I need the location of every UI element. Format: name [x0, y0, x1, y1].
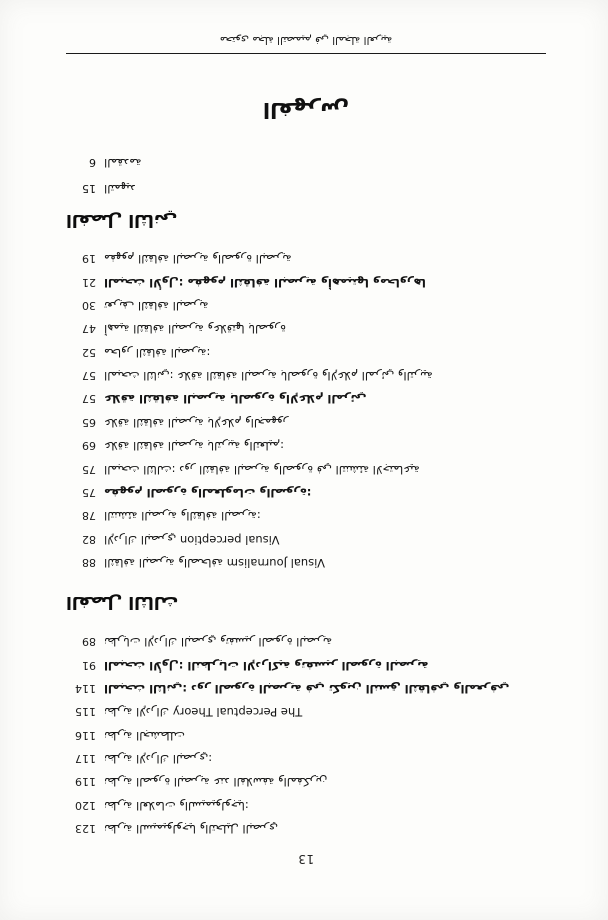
toc-title: المبحث الثاني: علاقة الثقافة البصرية بالصورة والإعلام المرئي والتربية — [104, 369, 433, 384]
toc-title: نظرية الجشطلت — [104, 728, 185, 743]
toc-title: المبحث الثالث: دور الثقافة البصرية والصورة في التنشئة الاجتماعية — [104, 462, 420, 477]
toc-row[interactable] — [66, 658, 546, 673]
toc-page: 65 — [82, 415, 96, 429]
toc-page: 82 — [82, 532, 96, 546]
toc-row[interactable] — [66, 555, 546, 570]
page-footer — [66, 34, 546, 54]
toc-page: 57 — [82, 369, 96, 383]
toc-row[interactable] — [66, 322, 546, 337]
toc-row[interactable] — [66, 182, 546, 196]
toc-title: الإدراك البصري Visual perception — [104, 532, 280, 547]
toc-row[interactable] — [66, 298, 546, 313]
toc-page: 52 — [82, 345, 96, 359]
page-number: 13 — [297, 852, 315, 866]
toc-row[interactable] — [66, 705, 546, 720]
toc-row[interactable] — [66, 156, 546, 170]
toc-page: 91 — [82, 658, 96, 672]
toc-title: محاور الثقافة البصرية: — [104, 345, 211, 360]
chapter-heading: الفصل الثاني — [66, 209, 178, 230]
toc-title: المبحث الأول: مفهوم الثقافة البصرية وأهميتها ومحاورها — [104, 275, 426, 290]
toc-row[interactable] — [66, 462, 546, 477]
toc-row[interactable] — [66, 438, 546, 453]
page-title: الفهرس — [262, 97, 350, 122]
toc-title: تعريف الثقافة البصرية — [104, 299, 209, 314]
toc-title: علاقة الثقافة البصرية بالتربية والتعليم: — [104, 439, 284, 454]
toc-title: نظريات الإدراك البصري وتفسير الصورة البصرية — [104, 635, 333, 650]
footer-text: محتوى مجلة التصميم في المجلة العربية — [219, 34, 393, 46]
toc-page: 120 — [75, 798, 96, 812]
toc-title: الثقافة البصرية والصحافة Visual Journalism — [104, 555, 325, 570]
footer-rule — [66, 53, 546, 54]
toc-page: 115 — [75, 705, 96, 719]
toc-title: نظرية الإدراك The Perceptual Theory — [104, 705, 303, 720]
toc-title: مفهوم الثقافة البصرية والصورة البصرية — [104, 252, 292, 267]
table-of-contents — [66, 156, 546, 836]
toc-row[interactable] — [66, 751, 546, 766]
toc-page: 123 — [75, 822, 96, 835]
toc-page: 57 — [82, 392, 96, 406]
toc-page: 15 — [82, 181, 96, 195]
toc-page: 88 — [82, 555, 96, 569]
toc-page: 75 — [82, 485, 96, 499]
toc-title: المبحث الأول: النظريات الإدراكية وتفسير الصورة البصرية — [104, 658, 429, 673]
toc-page: 21 — [82, 275, 96, 289]
toc-page: 78 — [82, 509, 96, 523]
toc-title: التمهيد — [104, 181, 136, 196]
toc-row[interactable] — [66, 635, 546, 650]
toc-row[interactable] — [66, 415, 546, 430]
toc-row[interactable] — [66, 821, 546, 836]
toc-page: 117 — [75, 751, 96, 765]
toc-page: 119 — [75, 775, 96, 789]
toc-page: 69 — [82, 439, 96, 453]
toc-section — [66, 156, 546, 196]
toc-title: أهمية الثقافة البصرية وعلاقتها بالصورة — [104, 322, 286, 337]
toc-title: نظرية العلامات والسيميولوجيا: — [104, 798, 249, 813]
toc-title: علاقة الثقافة البصرية بالصورة والإعلام المرئي — [104, 392, 367, 407]
toc-page: 6 — [89, 155, 96, 169]
toc-row[interactable] — [66, 345, 546, 360]
toc-title: نظرية الإدراك البصري: — [104, 751, 213, 766]
toc-title: نظرية الصورة البصرية عند الفلاسفة والمفكرين — [104, 775, 328, 790]
toc-page: 30 — [82, 299, 96, 313]
toc-row[interactable] — [66, 728, 546, 743]
toc-section — [66, 252, 546, 579]
toc-row[interactable] — [66, 798, 546, 813]
toc-title: علاقة الثقافة البصرية بالإعلام والجمهور — [104, 415, 289, 430]
toc-title: مفهوم الصورة والمعلومات والصورة: — [104, 485, 312, 500]
toc-page: 19 — [82, 252, 96, 266]
toc-row[interactable] — [66, 532, 546, 547]
toc-page: 47 — [82, 322, 96, 336]
toc-row[interactable] — [66, 252, 546, 267]
toc-page: 116 — [75, 728, 96, 742]
toc-page: 114 — [75, 681, 96, 695]
toc-row[interactable] — [66, 368, 546, 383]
toc-row[interactable] — [66, 485, 546, 500]
toc-title: المقدمة — [104, 155, 142, 170]
toc-page: 89 — [82, 635, 96, 649]
toc-section — [66, 635, 546, 837]
toc-row[interactable] — [66, 775, 546, 790]
toc-page: 75 — [82, 462, 96, 476]
toc-title: التنشئة البصرية والثقافة البصرية: — [104, 509, 261, 524]
toc-title: المبحث الثاني: دور الصورة البصرية في تكوين النسق الثقافي والمعرفي — [104, 681, 510, 696]
toc-row[interactable] — [66, 508, 546, 523]
toc-title: نظرية السيميولوجيا والتحليل البصري — [104, 822, 278, 836]
chapter-heading: الفصل الثالث — [66, 592, 179, 613]
toc-row[interactable] — [66, 392, 546, 407]
toc-row[interactable] — [66, 681, 546, 696]
toc-row[interactable] — [66, 275, 546, 290]
